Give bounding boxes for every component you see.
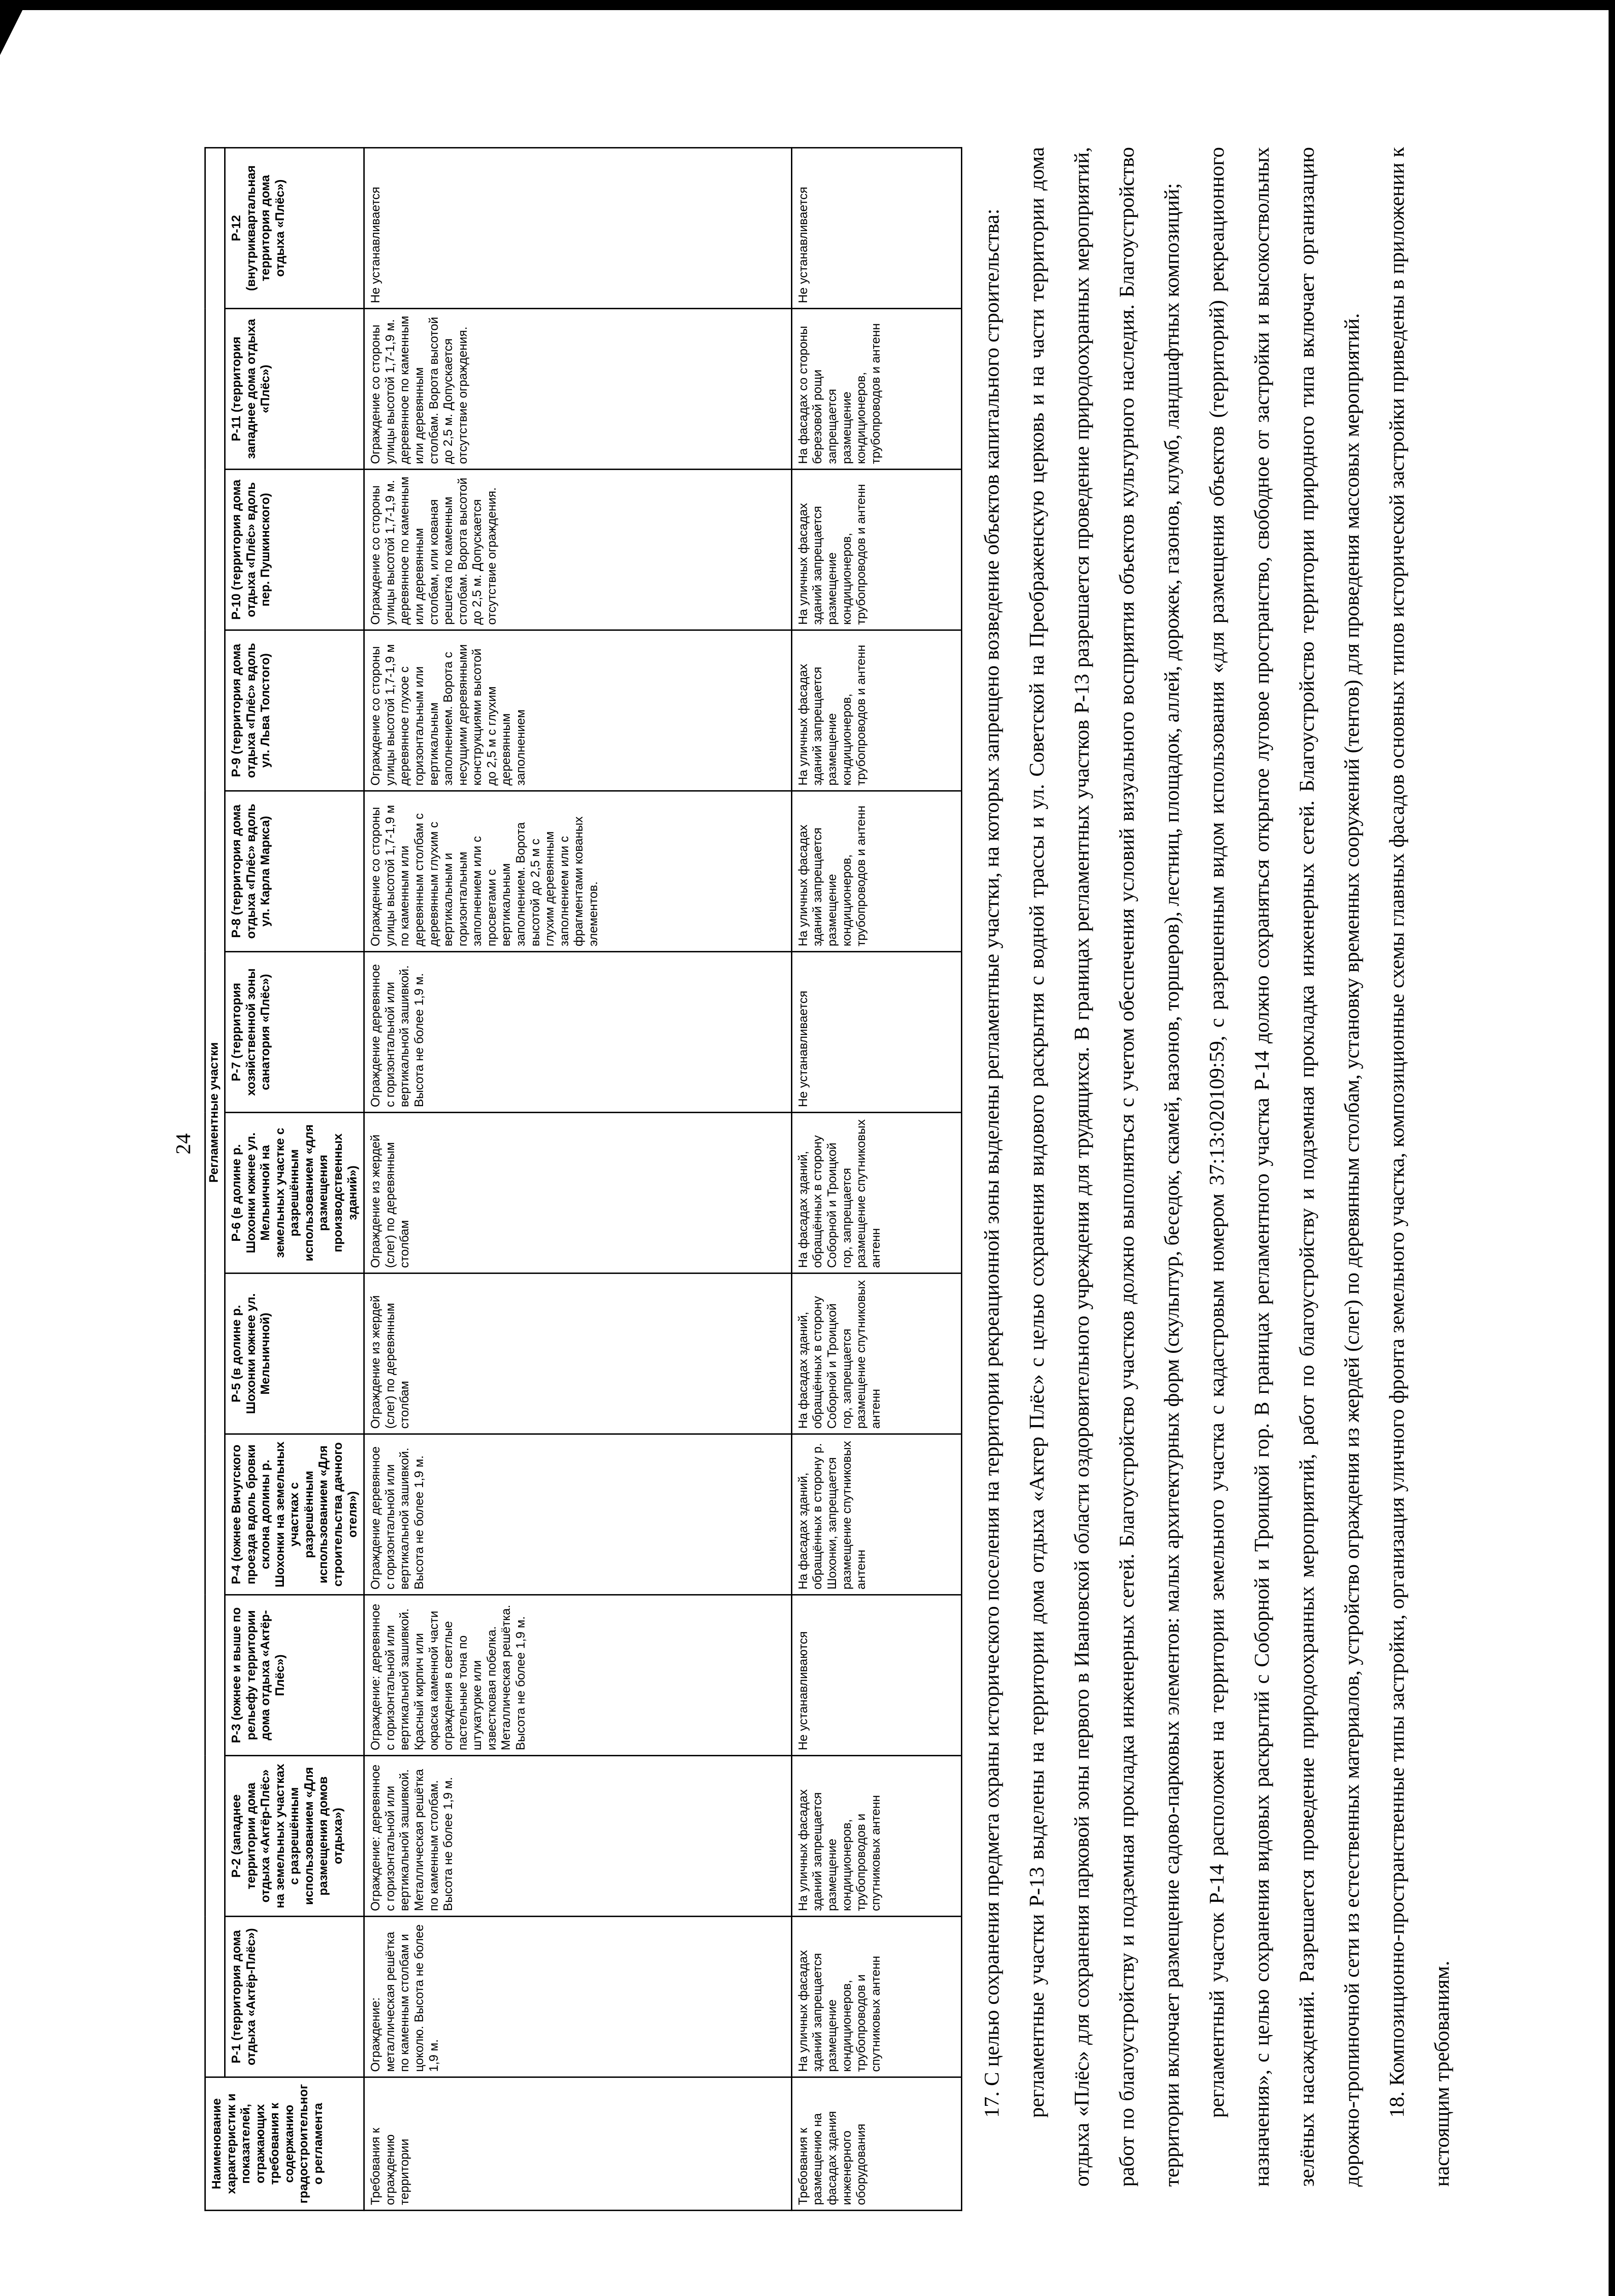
column-header: Р-3 (южнее и выше по рельефу территории дома отдыха «Актёр-Плёс») [225, 1595, 364, 1756]
column-header: Р-12 (внутриквартальная территория дома отдыха «Плёс») [225, 148, 364, 309]
column-header: Р-1 (территория дома отдыха «Актёр-Плёс») [225, 1917, 364, 2077]
paragraph: 17. С целью сохранения предмета охраны исторического поселения на территории рекреационной зоны выделены регламентные участки, на которых запрещено возведение объектов капитального строительства: [980, 209, 1003, 2118]
table-row [791, 148, 961, 2211]
name-header: Наименование характеристик и показателей, отражающих требования к содержанию градостроительного регламента [205, 2077, 364, 2211]
table-cell: Ограждение из жердей (слег) по деревянным столбам [364, 1273, 792, 1434]
scan-edge-right [1609, 0, 1615, 2296]
paragraph: 18. Композиционно-пространственные типы застройки, организация уличного фронта земельного участка, композиционные схемы главных фасадов основных типов исторической застройки приведены в приложении к настоящим требованиям. [1385, 147, 1453, 2187]
table-cell: Ограждение: деревянное с горизонтальной или вертикальной зашивкой. Металлическая решётка по каменным столбам. Высота не более 1,9 м. [364, 1756, 792, 1917]
scan-edge-top [0, 0, 1615, 10]
paragraph: регламентные участки Р-13 выделены на территории дома отдыха «Актер Плёс» с целью сохранения видового раскрытия с водной трассы и ул. Советской на Преображенскую церковь и на части территории дома отдыха «Плёс» для сохранения парковой зоны первого в Ивановской области оздоровительного учреждения для трудящихся. В границах регламентных участков Р-13 разрешается проведение природоохранных мероприятий, работ по благоустройству и подземная прокладка инженерных сетей. Благоустройство участков должно выполняться с учетом обеспечения условий визуального восприятия объектов культурного наследия. Благоустройство территории включает размещение садово-парковых элементов: малых архитектурных форм (скульптур, беседок, скамей, вазонов, торшеров), лестниц, площадок, аллей, дорожек, газонов, клумб, ландшафтных композиций; [1025, 147, 1183, 2187]
scan-corner [0, 0, 28, 55]
document-page [46, 51, 1562, 2237]
table-cell: Ограждение со стороны улицы высотой 1,7-1,9 м. деревянное по каменным или деревянным столбам, или кованая решетка по каменным столбам. Ворота высотой до 2,5 м. Допускается отсутствие ограждения. [364, 469, 792, 630]
table-cell: Не устанавливаются [791, 1595, 961, 1756]
column-header: Р-11 (территория западнее дома отдыха «Плёс») [225, 309, 364, 469]
table-cell: Ограждение из жердей (слег) по деревянным столбам [364, 1113, 792, 1273]
column-header: Р-8 (территория дома отдыха «Плёс» вдоль ул. Карла Маркса) [225, 791, 364, 952]
column-header: Р-5 (в долине р. Шохонки южнее ул. Мельничной) [225, 1273, 364, 1434]
column-header: Р-10 (территория дома отдыха «Плёс» вдоль пер. Пушкинского) [225, 469, 364, 630]
column-header: Р-9 (территория дома отдыха «Плёс» вдоль ул. Льва Толстого) [225, 630, 364, 791]
table-cell: Не устанавливается [791, 952, 961, 1113]
table-cell: На фасадах со стороны березовой рощи запрещается размещение кондиционеров, трубопроводов и антенн [791, 309, 961, 469]
table-cell: На фасадах зданий, обращённых в сторону р. Шохонки, запрещается размещение спутниковых антенн [791, 1434, 961, 1595]
table-cell: Ограждение: металлическая решётка по каменным столбам и цоколю. Высота не более 1,9 м. [364, 1917, 792, 2077]
table-cell: На уличных фасадах зданий запрещается размещение кондиционеров, трубопроводов и антенн [791, 469, 961, 630]
column-header: Р-7 (территория хозяйственной зоны санатория «Плёс») [225, 952, 364, 1113]
table-cell: Не устанавливается [364, 148, 792, 309]
column-header: Р-4 (южнее Вичугского проезда вдоль бровки склона долины р. Шохонки на земельных участках с разрешённым использованием «Для строительства дачного отеля») [225, 1434, 364, 1595]
table-cell: Ограждение со стороны улицы высотой 1,7-1,9 м. деревянное по каменным или деревянным столбам. Ворота высотой до 2,5 м. Допускается отсутствие ограждения. [364, 309, 792, 469]
table-cell: На уличных фасадах зданий запрещается размещение кондиционеров, трубопроводов и антенн [791, 791, 961, 952]
column-header: Р-2 (западнее территории дома отдыха «Актёр-Плёс» на земельных участках с разрешённым использованием «Для размещения домов отдыха») [225, 1756, 364, 1917]
table-cell: На уличных фасадах зданий запрещается размещение кондиционеров, трубопроводов и спутниковых антенн [791, 1756, 961, 1917]
table-cell: Ограждение деревянное с горизонтальной или вертикальной зашивкой. Высота не более 1,9 м. [364, 1434, 792, 1595]
table-cell: На фасадах зданий, обращённых в сторону Соборной и Троицкой гор, запрещается размещение спутниковых антенн [791, 1113, 961, 1273]
table-cell: На уличных фасадах зданий запрещается размещение кондиционеров, трубопроводов и спутниковых антенн [791, 1917, 961, 2077]
row-label: Требования к размещению на фасадах здания инженерного оборудования [791, 2077, 961, 2211]
page-number: 24 [171, 1133, 195, 1154]
table-cell: Ограждение деревянное с горизонтальной или вертикальной зашивкой. Высота не более 1,9 м. [364, 952, 792, 1113]
table-cell: Ограждение со стороны улицы высотой 1,7-1,9 м деревянное глухое с горизонтальным или вертикальным заполнением. Ворота с несущими деревянными конструкциями высотой до 2,5 м с глухим деревянным заполнением [364, 630, 792, 791]
table-cell: На фасадах зданий, обращённых в сторону Соборной и Троицкой гор, запрещается размещение спутниковых антенн [791, 1273, 961, 1434]
table-cell: На уличных фасадах зданий запрещается размещение кондиционеров, трубопроводов и антенн [791, 630, 961, 791]
body-text [969, 147, 1502, 2187]
table-cell: Ограждение со стороны улицы высотой 1,7-1,9 м по каменным или деревянным столбам с деревянным глухим с вертикальным и горизонтальным заполнением или с просветами с вертикальным заполнением. Ворота высотой до 2,5 м с глухим деревянным заполнением или с фрагментами кованых элементов. [364, 791, 792, 952]
row-label: Требования к ограждению территории [364, 2077, 792, 2211]
column-header: Р-6 (в долине р. Шохонки южнее ул. Мельничной на земельных участке с разрешённым использованием «для размещения производственных зданий») [225, 1113, 364, 1273]
regulation-table [204, 147, 962, 2211]
table-cell: Ограждение: деревянное с горизонтальной или вертикальной зашивкой. Красный кирпич или окраска каменной части ограждения в светлые пастельные тона по штукатурке или известковая побелка. Металлическая решётка. Высота не более 1,9 м. [364, 1595, 792, 1756]
table-row [364, 148, 792, 2211]
table-cell: Не устанавливается [791, 148, 961, 309]
group-header: Регламентные участки [205, 148, 225, 2077]
paragraph: регламентный участок Р-14 расположен на территории земельного участка с кадастровым номером 37:13:020109:59, с разрешенным видом использования «для размещения объектов (территорий) рекреационного назначения», с целью сохранения видовых раскрытий с Соборной и Троицкой гор. В границах регламентного участка Р-14 должно сохраняться открытое луговое пространство, свободное от застройки и высокоствольных зелёных насаждений. Разрешается проведение природоохранных мероприятий, работ по благоустройству и подземная прокладка инженерных сетей. Благоустройство территории природного типа включает организацию дорожно-тропиночной сети из естественных материалов, устройство ограждения из жердей (слег) по деревянным столбам, установку временных сооружений (тентов) для проведения массовых мероприятий. [1205, 147, 1363, 2187]
